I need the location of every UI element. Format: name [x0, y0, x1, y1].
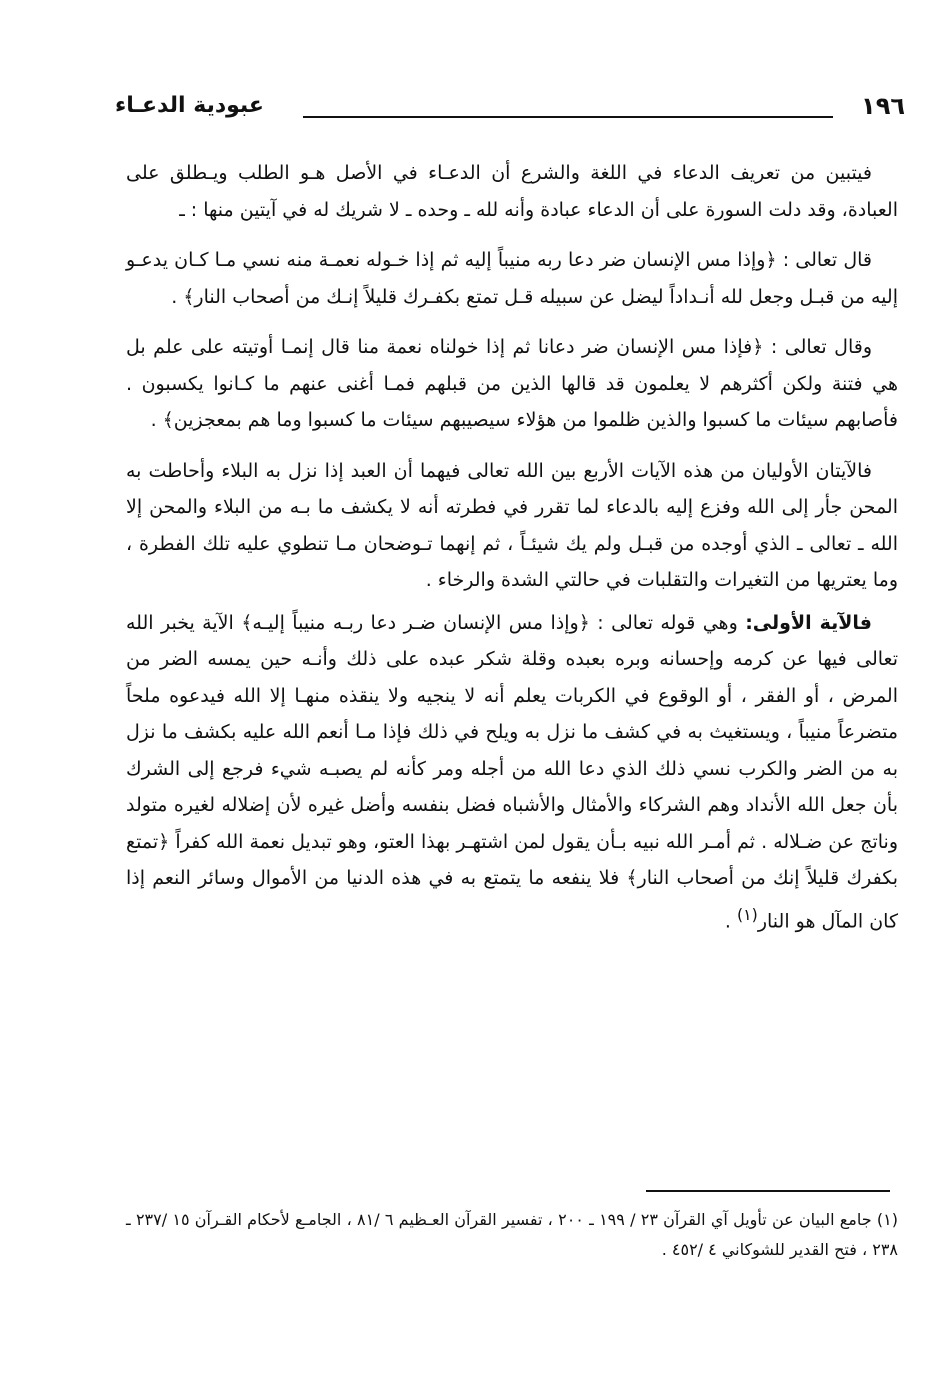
paragraph-3: وقال تعالى : ﴿فإذا مس الإنسان ضر دعانا ثم إذا خولناه نعمة منا قال إنمـا أوتيته على علم بل هي فتنة ولكن أكثرهم لا يعلمون قد قالها الذين من قبلهم فمـا أغنى عنهم ما كـانوا يكسبون . فأصابهم سيئات ما كسبوا والذين ظلموا من هؤلاء سيصيبهم سيئات ما كسبوا وما هم بمعجزين﴾ . [126, 336, 898, 431]
footnote-rule [646, 1190, 890, 1192]
footnotes [126, 1205, 898, 1265]
footnote-1: (١) جامع البيان عن تأويل آي القرآن ٢٣ / ١٩٩ ـ ٢٠٠ ، تفسير القرآن العـظيم ٦ /٨١ ، الجامـع لأحكام القـرآن ١٥ /٢٣٧ ـ ٢٣٨ ، فتح القدير للشوكاني ٤ /٤٥٢ . [126, 1210, 898, 1259]
paragraph-5-lead: فالآية الأولى: [745, 611, 872, 634]
page-number: ١٩٦ [861, 92, 905, 120]
footnote-reference: (١) [736, 904, 758, 924]
paragraph-5-text: وهي قوله تعالى : ﴿وإذا مس الإنسان ضـر دعا ربـه منيباً إليـه﴾ الآية يخبر الله تعالى فيها عن كرمه وإحسانه وبره بعبده وقلة شكر عبده على ذلك وأنـه حين يمسه الضر من المرض ، أو الفقر ، أو الوقوع في الكربات يعلم أنه لا ينجيه ولا ينقذه منهـا إلا الله فيدعوه ملحاً متضرعاً منيباً ، ويستغيث به في كشف ما نزل به ويلح في ذلك فإذا مـا أنعم الله عليه بكشف ما نزل به من الضر والكرب نسي ذلك الذي دعا الله من أجله ومر كأنه لم يصبـه شيء فرجع إلى الشرك بأن جعل الله الأنداد وهم الشركاء والأمثال والأشباه فضل بنفسه وأضل غيره لأن إضلاله لغيره متولد وناتج عن ضـلاله . ثم أمـر الله نبيه بـأن يقول لمن اشتهـر بهذا العتو، وهو تبديل نعمة الله كفراً ﴿تمتع بكفرك قليلاً إنك من أصحاب النار﴾ فلا ينفعه ما يتمتع به في هذه الدنيا من الأموال وسائر النعم إذا كان المآل هو النار [126, 611, 898, 932]
page-header [115, 88, 905, 128]
paragraph-1: فيتبين من تعريف الدعاء في اللغة والشرع أن الدعـاء في الأصل هـو الطلب ويـطلق على العبادة، وقد دلت السورة على أن الدعاء عبادة وأنه لله ـ وحده ـ لا شريك له في آيتين منها : ـ [126, 162, 898, 221]
paragraph-5-end: . [724, 909, 737, 932]
main-text [126, 155, 898, 953]
paragraph-2: قال تعالى : ﴿وإذا مس الإنسان ضر دعا ربه منيباً إليه ثم إذا خـوله نعمـة منه نسي مـا كـان يدعـو إليه من قبـل وجعل لله أنـداداً ليضل عن سبيله قـل تمتع بكفـرك قليلاً إنـك من أصحاب النار﴾ . [126, 249, 898, 308]
paragraph-4: فالآيتان الأوليان من هذه الآيات الأربع بين الله تعالى فيهما أن العبد إذا نزل به البلاء وأحاطت به المحن جأر إلى الله وفزع إليه بالدعاء لما تقرر في فطرته أنه لا يكشف ما بـه من البلاء والمحن إلا الله ـ تعالى ـ الذي أوجده من قبـل ولم يك شيئـاً ، ثم إنهما تـوضحان مـا تنطوي عليه تلك الفطرة ، وما يعتريها من التغيرات والتقلبات في حالتي الشدة والرخاء . [126, 459, 898, 591]
header-rule [303, 116, 833, 118]
running-title: عبودية الدعـاء [115, 93, 264, 118]
paragraph-5 [126, 605, 898, 940]
